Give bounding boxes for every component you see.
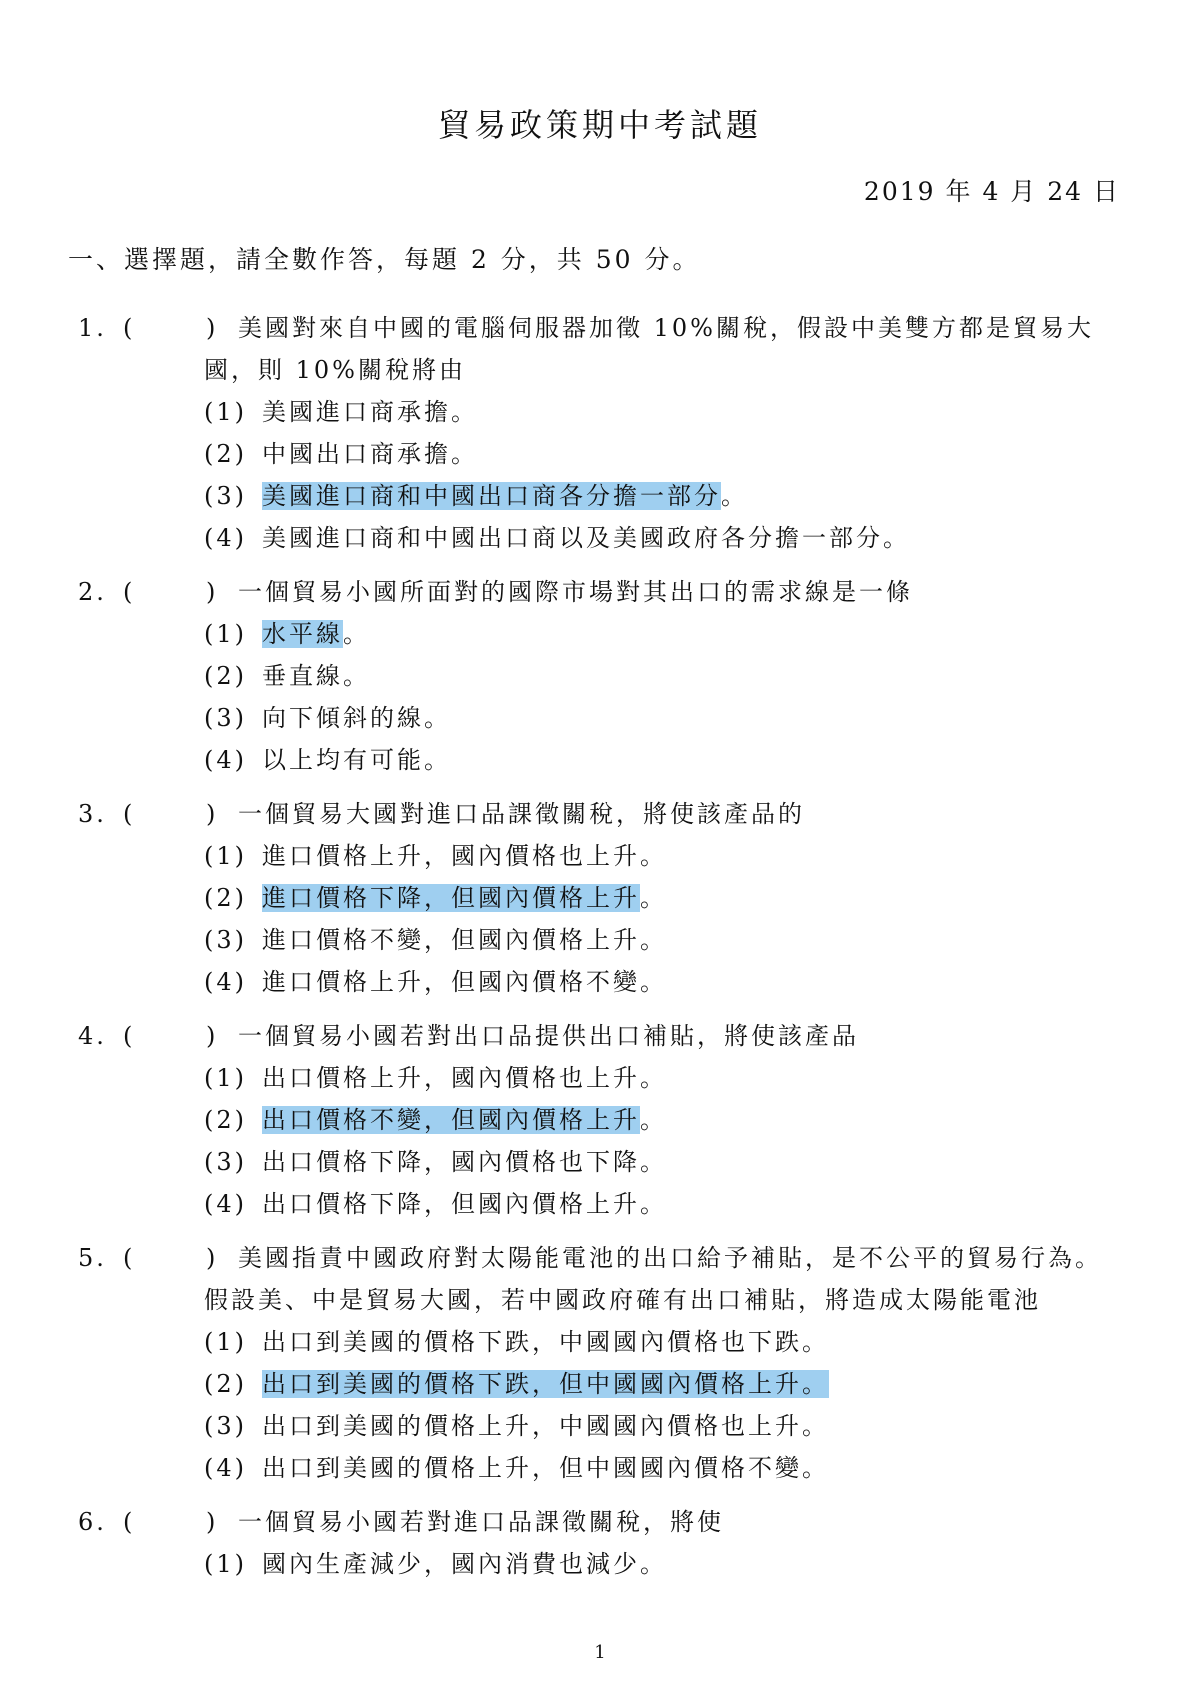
question-stem-line <box>0 1237 1200 1279</box>
option-text-wrap <box>262 1447 829 1489</box>
option-label: (2) <box>204 1106 247 1134</box>
option-text: 以上均有可能 <box>262 746 424 774</box>
question-stem-line <box>0 1015 1200 1057</box>
option-text: 出口到美國的價格上升，但中國國內價格不變 <box>262 1454 802 1482</box>
question-stem: 一個貿易小國所面對的國際市場對其出口的需求線是一條 <box>238 578 913 606</box>
option-text: 進口價格上升，國內價格也上升 <box>262 842 640 870</box>
option-suffix: 。 <box>640 1106 667 1134</box>
answer-option <box>0 697 1200 739</box>
highlighted-option-text: 出口到美國的價格下跌，但中國國內價格上升。 <box>262 1370 829 1398</box>
option-suffix: 。 <box>802 1412 829 1440</box>
answer-paren-open: ( <box>123 1508 136 1536</box>
option-suffix: 。 <box>802 1454 829 1482</box>
option-text: 進口價格不變，但國內價格上升 <box>262 926 640 954</box>
option-suffix: 。 <box>640 884 667 912</box>
option-text-wrap <box>262 391 478 433</box>
option-label: (1) <box>204 398 247 426</box>
answer-option <box>0 517 1200 559</box>
option-text-wrap <box>262 1543 667 1585</box>
option-text-wrap <box>262 1405 829 1447</box>
answer-option <box>0 475 1200 517</box>
option-label: (1) <box>204 1328 247 1356</box>
option-label: (1) <box>204 620 247 648</box>
option-text-wrap <box>262 433 478 475</box>
option-text-wrap <box>262 877 667 919</box>
option-text: 進口價格上升，但國內價格不變 <box>262 968 640 996</box>
question-stem-line <box>0 1501 1200 1543</box>
question-stem: 一個貿易大國對進口品課徵關稅，將使該產品的 <box>238 800 805 828</box>
option-text: 出口到美國的價格上升，中國國內價格也上升 <box>262 1412 802 1440</box>
option-suffix: 。 <box>640 1148 667 1176</box>
question-stem-line <box>0 307 1200 349</box>
question-number: 5. <box>78 1244 107 1272</box>
question-stem: 美國對來自中國的電腦伺服器加徵 10%關稅，假設中美雙方都是貿易大 <box>238 314 1094 342</box>
answer-option <box>0 1363 1200 1405</box>
option-suffix: 。 <box>721 482 748 510</box>
option-label: (4) <box>204 1454 247 1482</box>
question-number: 2. <box>78 578 107 606</box>
option-label: (3) <box>204 926 247 954</box>
option-label: (4) <box>204 524 247 552</box>
answer-option <box>0 1057 1200 1099</box>
option-suffix: 。 <box>640 1064 667 1092</box>
answer-paren-open: ( <box>123 1022 136 1050</box>
option-suffix: 。 <box>883 524 910 552</box>
question-item <box>0 571 1200 781</box>
question-stem-continuation-line <box>0 1279 1200 1321</box>
option-label: (2) <box>204 440 247 468</box>
option-suffix: 。 <box>640 1550 667 1578</box>
option-text-wrap <box>262 1057 667 1099</box>
answer-paren-open: ( <box>123 314 136 342</box>
answer-paren-close: ) <box>206 800 219 828</box>
option-text-wrap <box>262 1099 667 1141</box>
option-text-wrap <box>262 739 451 781</box>
answer-paren-close: ) <box>206 314 219 342</box>
answer-paren-close: ) <box>206 1508 219 1536</box>
option-text-wrap <box>262 1321 829 1363</box>
answer-option <box>0 1099 1200 1141</box>
option-label: (3) <box>204 482 247 510</box>
option-suffix: 。 <box>640 1190 667 1218</box>
answer-option <box>0 613 1200 655</box>
option-label: (4) <box>204 746 247 774</box>
answer-option <box>0 739 1200 781</box>
exam-date: 2019 年 4 月 24 日 <box>863 177 1120 206</box>
answer-option <box>0 961 1200 1003</box>
answer-option <box>0 835 1200 877</box>
option-text-wrap <box>262 475 748 517</box>
option-label: (4) <box>204 968 247 996</box>
option-suffix: 。 <box>343 662 370 690</box>
option-text-wrap <box>262 517 910 559</box>
question-stem-continuation-line <box>0 349 1200 391</box>
option-text: 美國進口商承擔 <box>262 398 451 426</box>
highlighted-option-text: 水平線 <box>262 620 343 648</box>
option-suffix: 。 <box>802 1328 829 1356</box>
answer-option <box>0 655 1200 697</box>
option-text-wrap <box>262 961 667 1003</box>
question-number: 3. <box>78 800 107 828</box>
page-title: 貿易政策期中考試題 <box>437 106 762 144</box>
answer-option <box>0 1321 1200 1363</box>
option-text-wrap <box>262 697 451 739</box>
option-suffix: 。 <box>640 926 667 954</box>
section-heading: 一、選擇題，請全數作答，每題 2 分，共 50 分。 <box>68 245 701 274</box>
answer-option <box>0 919 1200 961</box>
highlighted-option-text: 美國進口商和中國出口商各分擔一部分 <box>262 482 721 510</box>
question-stem: 一個貿易小國若對出口品提供出口補貼，將使該產品 <box>238 1022 859 1050</box>
option-label: (1) <box>204 842 247 870</box>
answer-option <box>0 1183 1200 1225</box>
option-label: (2) <box>204 884 247 912</box>
question-item <box>0 1237 1200 1489</box>
question-stem-line <box>0 793 1200 835</box>
answer-option <box>0 433 1200 475</box>
option-suffix: 。 <box>424 746 451 774</box>
answer-paren-close: ) <box>206 1022 219 1050</box>
option-text: 中國出口商承擔 <box>262 440 451 468</box>
option-suffix: 。 <box>640 968 667 996</box>
option-text: 出口價格上升，國內價格也上升 <box>262 1064 640 1092</box>
option-text: 出口到美國的價格下跌，中國國內價格也下跌 <box>262 1328 802 1356</box>
answer-option <box>0 1447 1200 1489</box>
option-text: 出口價格下降，國內價格也下降 <box>262 1148 640 1176</box>
answer-option <box>0 877 1200 919</box>
question-number: 1. <box>78 314 107 342</box>
answer-paren-close: ) <box>206 578 219 606</box>
option-suffix: 。 <box>451 398 478 426</box>
answer-paren-open: ( <box>123 1244 136 1272</box>
page-number: 1 <box>594 1642 606 1663</box>
option-suffix: 。 <box>424 704 451 732</box>
question-stem-continuation: 假設美、中是貿易大國，若中國政府確有出口補貼，將造成太陽能電池 <box>204 1286 1041 1314</box>
option-label: (4) <box>204 1190 247 1218</box>
answer-option <box>0 1405 1200 1447</box>
option-label: (3) <box>204 1412 247 1440</box>
option-text: 美國進口商和中國出口商以及美國政府各分擔一部分 <box>262 524 883 552</box>
answer-paren-open: ( <box>123 578 136 606</box>
question-item <box>0 307 1200 559</box>
option-label: (2) <box>204 1370 247 1398</box>
option-text-wrap <box>262 835 667 877</box>
answer-paren-open: ( <box>123 800 136 828</box>
highlighted-option-text: 出口價格不變，但國內價格上升 <box>262 1106 640 1134</box>
option-suffix: 。 <box>343 620 370 648</box>
question-item <box>0 1015 1200 1225</box>
option-text: 國內生產減少，國內消費也減少 <box>262 1550 640 1578</box>
question-item <box>0 1501 1200 1585</box>
option-text-wrap <box>262 655 370 697</box>
option-label: (3) <box>204 704 247 732</box>
answer-option <box>0 391 1200 433</box>
option-label: (1) <box>204 1064 247 1092</box>
question-stem-line <box>0 571 1200 613</box>
option-text-wrap <box>262 919 667 961</box>
option-text: 向下傾斜的線 <box>262 704 424 732</box>
option-text: 出口價格下降，但國內價格上升 <box>262 1190 640 1218</box>
option-text-wrap <box>262 1363 829 1405</box>
question-stem: 一個貿易小國若對進口品課徵關稅，將使 <box>238 1508 724 1536</box>
answer-paren-close: ) <box>206 1244 219 1272</box>
question-list <box>0 307 1200 1597</box>
option-text-wrap <box>262 1141 667 1183</box>
option-suffix: 。 <box>640 842 667 870</box>
question-number: 4. <box>78 1022 107 1050</box>
question-stem-continuation: 國，則 10%關稅將由 <box>204 356 466 384</box>
answer-option <box>0 1141 1200 1183</box>
question-item <box>0 793 1200 1003</box>
option-suffix: 。 <box>451 440 478 468</box>
question-stem: 美國指責中國政府對太陽能電池的出口給予補貼，是不公平的貿易行為。 <box>238 1244 1102 1272</box>
answer-option <box>0 1543 1200 1585</box>
highlighted-option-text: 進口價格下降，但國內價格上升 <box>262 884 640 912</box>
question-number: 6. <box>78 1508 107 1536</box>
option-text-wrap <box>262 1183 667 1225</box>
option-label: (3) <box>204 1148 247 1176</box>
option-label: (1) <box>204 1550 247 1578</box>
option-text-wrap <box>262 613 370 655</box>
option-text: 垂直線 <box>262 662 343 690</box>
option-label: (2) <box>204 662 247 690</box>
